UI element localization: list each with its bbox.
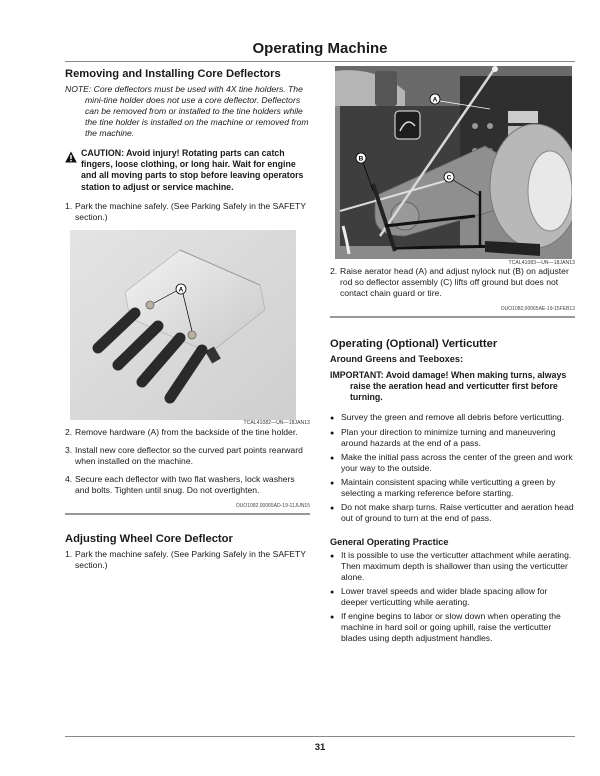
bullet-item bbox=[330, 611, 575, 644]
subheading-general-operating-practice: General Operating Practice bbox=[330, 537, 449, 547]
section-heading-core-deflectors: Removing and Installing Core Deflectors bbox=[65, 68, 281, 80]
figure-id: TCAL41082—UN—18JAN13 bbox=[243, 419, 310, 426]
caution-text: CAUTION: Avoid injury! Rotating parts can catch fingers, loose clothing, or long hair. Wait for engine and all moving parts to stop before leaving operators station to adjust or service machine. bbox=[81, 148, 304, 192]
callout-a-label: A bbox=[432, 96, 438, 104]
steps-list-wheel bbox=[65, 549, 310, 571]
step-item bbox=[65, 201, 310, 223]
wheel-deflector-photo-icon bbox=[335, 66, 572, 259]
steps-list-after bbox=[65, 427, 310, 496]
step-text: Install new core deflector so the curved part points rearward when installed on the machine. bbox=[75, 444, 303, 466]
bullet-item bbox=[330, 427, 575, 449]
bullet-icon: ● bbox=[330, 415, 335, 422]
step-text: Raise aerator head (A) and adjust nylock nut (B) on adjuster rod so deflector assembly (C) lifts off ground but does not contact chain guard or tire. bbox=[340, 266, 569, 298]
bullet-item bbox=[330, 586, 575, 608]
bullet-text: Make the initial pass across the center of the green and work your way to the outside. bbox=[341, 452, 573, 473]
wheel-deflector-figure bbox=[330, 66, 575, 266]
right-column bbox=[330, 64, 575, 647]
reference-id: OUO1082,00065AE-19-15FEB13 bbox=[500, 306, 575, 312]
reference-id: OUO1082,00065AD-19-11JUN15 bbox=[235, 502, 310, 509]
bullet-icon: ● bbox=[330, 480, 335, 487]
step-item bbox=[65, 427, 310, 438]
general-practice-bullets bbox=[330, 550, 575, 644]
subheading-greens-teeboxes: Around Greens and Teeboxes: bbox=[330, 354, 464, 364]
callout-b-label: B bbox=[358, 155, 364, 163]
bullet-item bbox=[330, 452, 575, 474]
bullet-item bbox=[330, 412, 575, 424]
bullet-text: If engine begins to labor or slow down when operating the machine in hard soil or going uphill, raise the verticutter blades using depth adjustment handles. bbox=[341, 611, 561, 643]
callout-a-label: A bbox=[178, 286, 184, 294]
caution-block bbox=[65, 148, 310, 193]
step-item bbox=[65, 474, 310, 496]
step-text: Remove hardware (A) from the backside of the tine holder. bbox=[75, 426, 298, 437]
step-item bbox=[65, 445, 310, 467]
step-text: Park the machine safely. (See Parking Safely in the SAFETY section.) bbox=[75, 200, 306, 222]
step-number: 1. bbox=[65, 200, 73, 211]
bullet-icon: ● bbox=[330, 430, 335, 437]
warning-triangle-icon bbox=[65, 151, 77, 163]
step-number: 4. bbox=[65, 473, 73, 484]
header-divider bbox=[65, 61, 575, 62]
page-title: Operating Machine bbox=[252, 40, 388, 57]
core-deflector-figure bbox=[65, 230, 310, 426]
step-item bbox=[330, 266, 575, 299]
bullet-text: It is possible to use the verticutter attachment while aerating. Then maximum depth is shallower than using the verticutter alone. bbox=[341, 550, 572, 582]
figure-id: TCAL41083—UN—18JAN13 bbox=[508, 260, 575, 266]
bullet-item bbox=[330, 550, 575, 583]
bullet-item bbox=[330, 502, 575, 524]
bullet-icon: ● bbox=[330, 589, 335, 596]
page-number: 31 bbox=[314, 742, 326, 753]
core-deflector-photo-icon bbox=[70, 230, 296, 420]
section-heading-verticutter: Operating (Optional) Verticutter bbox=[330, 338, 498, 350]
bullet-text: Maintain consistent spacing while verticutting a green by selecting a marking reference before starting. bbox=[341, 477, 556, 498]
steps-list-right bbox=[330, 266, 575, 299]
callout-c-label: C bbox=[446, 174, 452, 182]
verticutter-bullets bbox=[330, 412, 575, 524]
step-item bbox=[65, 549, 310, 571]
bullet-icon: ● bbox=[330, 614, 335, 621]
bullet-text: Lower travel speeds and wider blade spacing allow for deeper verticutting while aerating. bbox=[341, 586, 548, 607]
step-number: 3. bbox=[65, 444, 73, 455]
footer-divider bbox=[65, 736, 575, 737]
important-notice: IMPORTANT: Avoid damage! When making turns, always raise the aeration head and verticutter first before turning. bbox=[330, 370, 567, 402]
bullet-icon: ● bbox=[330, 505, 335, 512]
section-heading-wheel-core-deflector: Adjusting Wheel Core Deflector bbox=[65, 532, 233, 545]
bullet-text: Do not make sharp turns. Raise verticutter and aeration head out of ground to turn at the end of pass. bbox=[341, 502, 574, 523]
bullet-icon: ● bbox=[330, 553, 335, 560]
step-number: 2. bbox=[65, 426, 73, 437]
step-number: 1. bbox=[65, 548, 73, 559]
bullet-item bbox=[330, 477, 575, 499]
step-text: Park the machine safely. (See Parking Safely in the SAFETY section.) bbox=[75, 548, 306, 570]
left-column bbox=[65, 64, 310, 578]
note-text: NOTE: Core deflectors must be used with 4X tine holders. The mini-tine holder does not use a core deflector. Deflectors can be removed from or installed to the tine holders while the tine holder is installed on the machine or removed from the machine. bbox=[65, 84, 309, 138]
bullet-icon: ● bbox=[330, 455, 335, 462]
section-divider bbox=[330, 316, 575, 318]
step-text: Secure each deflector with two flat washers, lock washers and bolts. Tighten until snug. Do not overtighten. bbox=[75, 473, 295, 495]
bullet-text: Plan your direction to minimize turning and maneuvering around hazards at the end of a pass. bbox=[341, 427, 556, 448]
step-number: 2. bbox=[330, 266, 338, 276]
section-divider bbox=[65, 513, 310, 515]
bullet-text: Survey the green and remove all debris before verticutting. bbox=[341, 412, 565, 422]
steps-list-before bbox=[65, 201, 310, 223]
